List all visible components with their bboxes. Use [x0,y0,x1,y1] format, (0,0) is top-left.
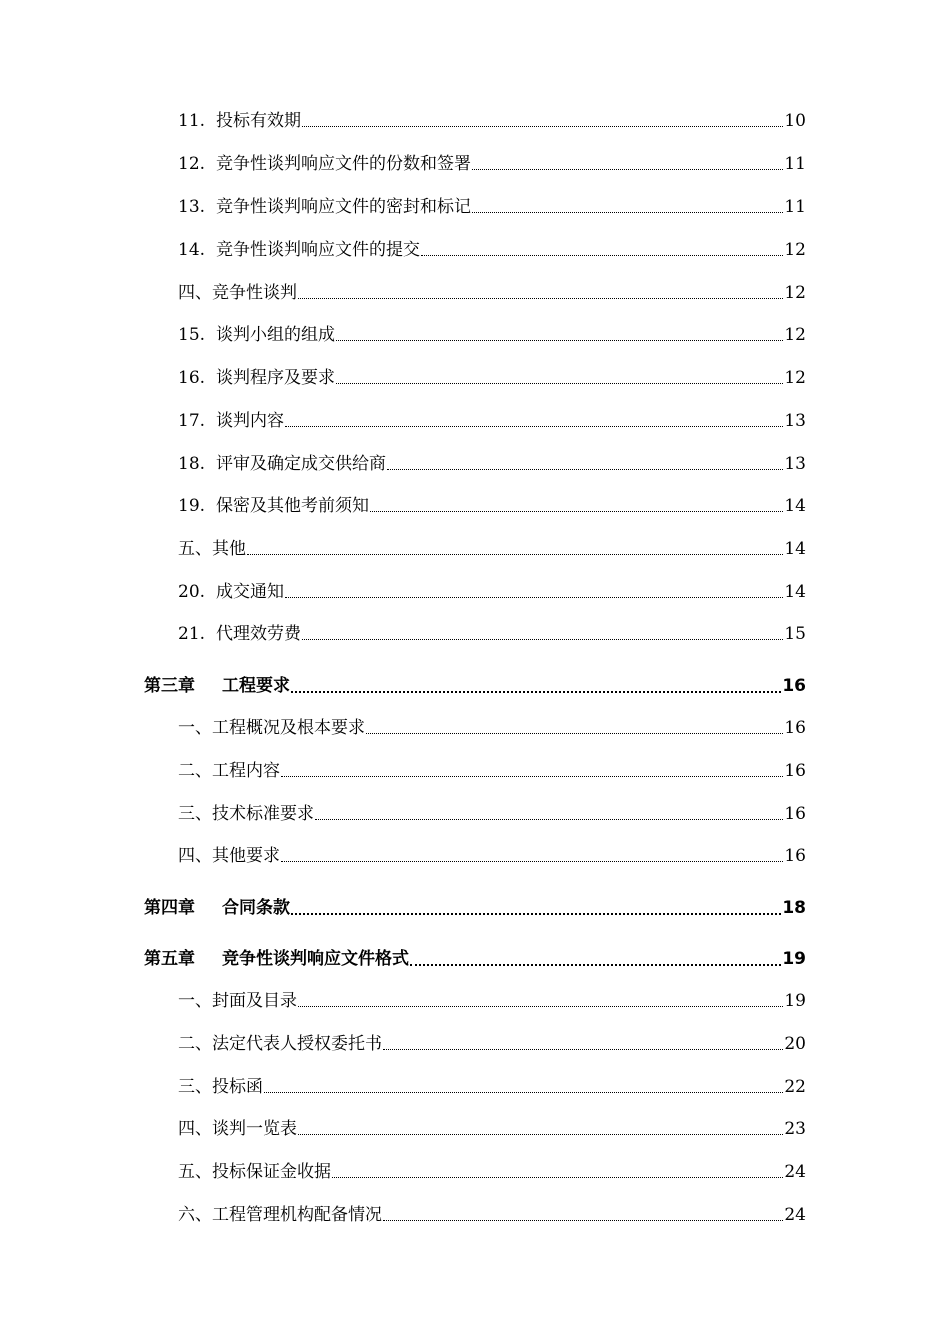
toc-entry[interactable] [178,495,806,517]
toc-entry-title: 工程要求 [222,676,290,696]
toc-entry-title: 竞争性谈判响应文件的份数和签署 [216,154,471,174]
toc-dot-leader [281,860,783,862]
toc-page-number: 18 [782,898,806,918]
toc-page-number: 12 [784,325,806,345]
toc-entry-title: 竞争性谈判响应文件的密封和标记 [216,197,471,217]
toc-entry-number: 16. [178,368,206,388]
toc-entry-number: 11. [178,111,206,131]
toc-entry-title: 四、竞争性谈判 [178,283,297,303]
toc-entry-title: 竞争性谈判响应文件的提交 [216,240,420,260]
toc-page-number: 13 [784,454,806,474]
toc-dot-leader [472,168,783,170]
toc-entry-title: 保密及其他考前须知 [216,496,369,516]
toc-entry[interactable] [178,110,806,132]
toc-chapter-number: 第四章 [144,898,195,918]
toc-dot-leader [472,211,783,213]
toc-dot-leader [383,1219,783,1221]
toc-entry[interactable] [178,581,806,603]
toc-dot-leader [315,818,783,820]
toc-dot-leader [291,690,781,693]
toc-dot-leader [302,638,783,640]
toc-entry-title: 投标有效期 [216,111,301,131]
toc-dot-leader [370,510,783,512]
toc-dot-leader [336,382,783,384]
toc-entry-title: 一、工程概况及根本要求 [178,718,365,738]
toc-entry[interactable] [178,324,806,346]
toc-page-number: 19 [784,991,806,1011]
toc-entry-title: 谈判程序及要求 [216,368,335,388]
toc-entry-number: 19. [178,496,206,516]
toc-entry-number: 18. [178,454,206,474]
toc-entry[interactable] [178,453,806,475]
toc-entry-title: 六、工程管理机构配备情况 [178,1205,382,1225]
toc-dot-leader [366,732,783,734]
toc-page-number: 24 [784,1205,806,1225]
toc-page-number: 15 [784,624,806,644]
toc-entry-number: 14. [178,240,206,260]
toc-page-number: 20 [784,1034,806,1054]
toc-entry-title: 三、投标函 [178,1077,263,1097]
toc-chapter-entry[interactable] [144,897,806,919]
toc-chapter-number: 第三章 [144,676,195,696]
toc-entry-title: 五、投标保证金收据 [178,1162,331,1182]
toc-entry[interactable] [178,623,806,645]
toc-entry[interactable] [178,990,806,1012]
toc-page-number: 16 [784,761,806,781]
toc-page-number: 14 [784,539,806,559]
toc-page-number: 22 [784,1077,806,1097]
toc-entry[interactable] [178,1118,806,1140]
toc-entry[interactable] [178,410,806,432]
toc-entry-number: 21. [178,624,206,644]
toc-dot-leader [410,963,781,966]
toc-page-number: 16 [782,676,806,696]
toc-dot-leader [298,1005,783,1007]
toc-entry-title: 成交通知 [216,582,284,602]
toc-chapter-number: 第五章 [144,949,195,969]
toc-dot-leader [285,596,783,598]
toc-entry-number: 17. [178,411,206,431]
toc-entry-title: 谈判内容 [216,411,284,431]
toc-page-number: 14 [784,582,806,602]
toc-entry-title: 二、法定代表人授权委托书 [178,1034,382,1054]
toc-page-number: 23 [784,1119,806,1139]
toc-dot-leader [298,297,783,299]
toc-page-number: 19 [782,949,806,969]
toc-dot-leader [332,1176,783,1178]
toc-entry[interactable] [178,239,806,261]
toc-entry[interactable] [178,153,806,175]
toc-entry-title: 竞争性谈判响应文件格式 [222,949,409,969]
toc-dot-leader [387,468,783,470]
toc-entry-title: 四、谈判一览表 [178,1119,297,1139]
toc-page-number: 11 [784,154,806,174]
toc-entry-title: 二、工程内容 [178,761,280,781]
toc-chapter-entry[interactable] [144,675,806,697]
toc-page-number: 13 [784,411,806,431]
toc-entry-title: 合同条款 [222,898,290,918]
toc-entry-number: 20. [178,582,206,602]
toc-dot-leader [302,125,783,127]
toc-entry[interactable] [178,538,806,560]
toc-page-number: 14 [784,496,806,516]
toc-entry-number: 13. [178,197,206,217]
toc-entry-title: 三、技术标准要求 [178,804,314,824]
toc-entry[interactable] [178,196,806,218]
toc-entry[interactable] [178,1161,806,1183]
toc-entry[interactable] [178,845,806,867]
toc-dot-leader [281,775,783,777]
toc-dot-leader [383,1048,783,1050]
toc-dot-leader [247,553,783,555]
toc-dot-leader [421,254,783,256]
toc-entry[interactable] [178,760,806,782]
toc-entry-title: 评审及确定成交供给商 [216,454,386,474]
toc-entry[interactable] [178,282,806,304]
toc-page-number: 12 [784,283,806,303]
toc-entry[interactable] [178,803,806,825]
toc-page-number: 12 [784,240,806,260]
toc-entry[interactable] [178,717,806,739]
toc-page-number: 24 [784,1162,806,1182]
toc-dot-leader [291,912,781,915]
toc-page-number: 16 [784,846,806,866]
toc-chapter-entry[interactable] [144,948,806,970]
toc-entry-title: 谈判小组的组成 [216,325,335,345]
toc-page-number: 16 [784,804,806,824]
toc-entry[interactable] [178,1076,806,1098]
toc-dot-leader [336,339,783,341]
toc-entry[interactable] [178,367,806,389]
toc-page-number: 12 [784,368,806,388]
toc-dot-leader [264,1091,783,1093]
toc-entry-number: 15. [178,325,206,345]
toc-entry[interactable] [178,1033,806,1055]
toc-entry-number: 12. [178,154,206,174]
toc-entry[interactable] [178,1204,806,1226]
toc-entry-title: 一、封面及目录 [178,991,297,1011]
toc-dot-leader [298,1133,783,1135]
toc-dot-leader [285,425,783,427]
toc-page-number: 11 [784,197,806,217]
toc-entry-title: 五、其他 [178,539,246,559]
toc-page-number: 10 [784,111,806,131]
toc-entry-title: 代理效劳费 [216,624,301,644]
toc-page-number: 16 [784,718,806,738]
toc-entry-title: 四、其他要求 [178,846,280,866]
